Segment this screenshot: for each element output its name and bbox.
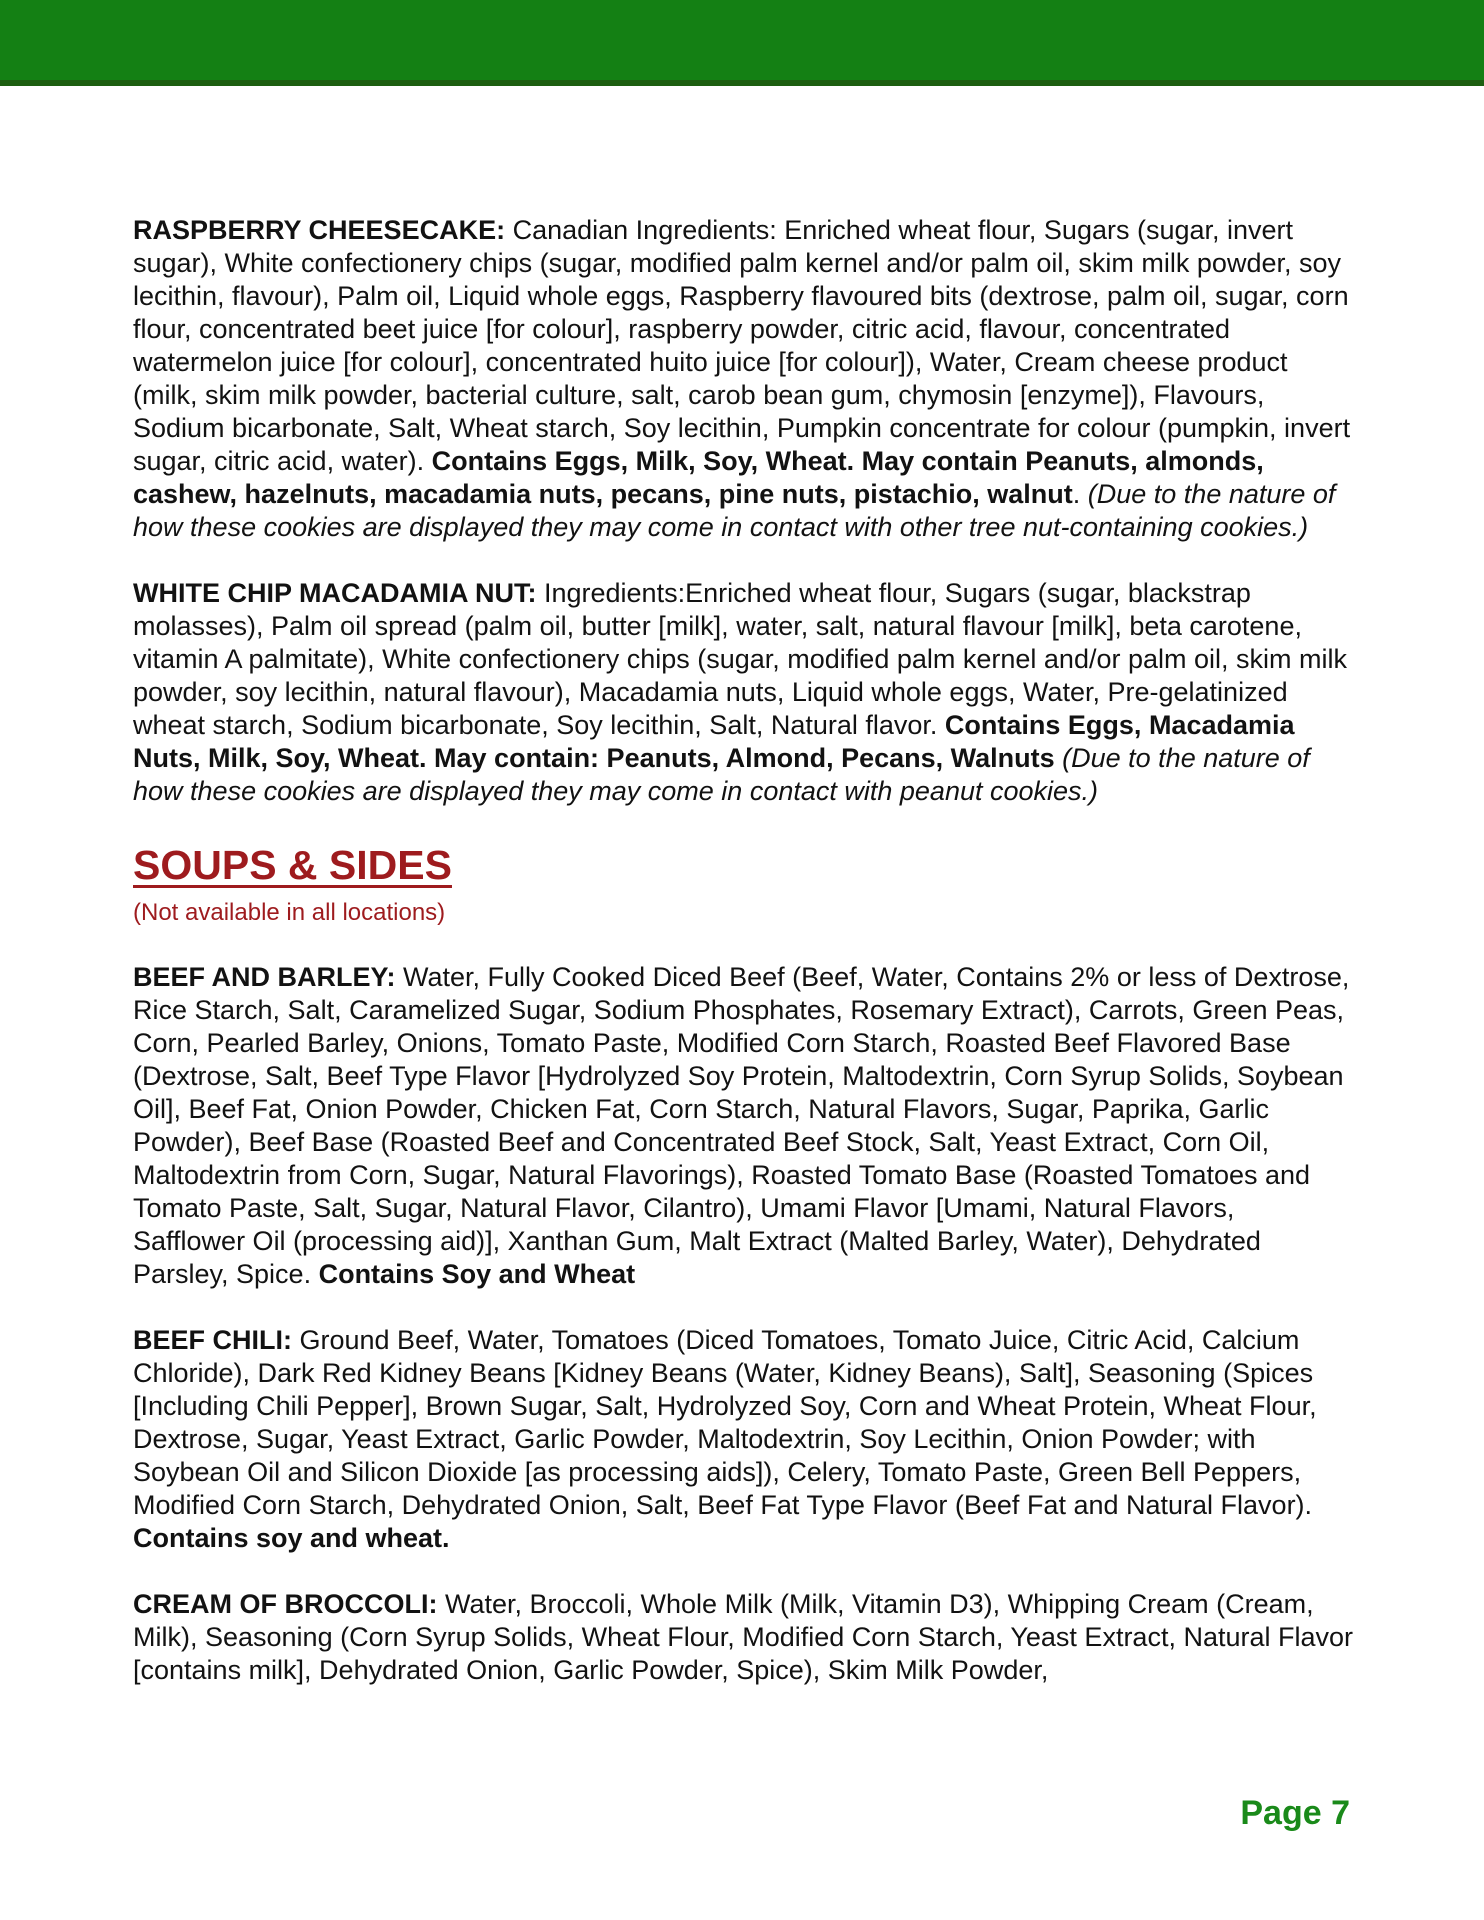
section-title-soups-and-sides: SOUPS & SIDES [133,842,452,888]
text-run-bold: BEEF CHILI: [133,1325,292,1355]
text-run-bold: Contains Eggs, Macadamia Nuts, Milk, Soy, Wheat. May contain: Peanuts, Almond, Pecans, Walnuts [133,710,1295,773]
text-run-bold: CREAM OF BROCCOLI: [133,1589,438,1619]
paragraph-cream-of-broccoli [133,1588,1353,1687]
text-run-normal: Water, Broccoli, Whole Milk (Milk, Vitamin D3), Whipping Cream (Cream, Milk), Seasoning (Corn Syrup Solids, Wheat Flour, Modified Corn Starch, Yeast Extract, Natural Flavor [contains milk], Dehydrated Onion, Garlic Powder, Spice), Skim Milk Powder, [133,1589,1354,1685]
paragraph-white-chip-macadamia-nut [133,577,1353,808]
text-run-bold: Contains Eggs, Milk, Soy, Wheat. May contain Peanuts, almonds, cashew, hazelnuts, macadamia nuts, pecans, pine nuts, pistachio, walnut [133,446,1264,509]
paragraph-raspberry-cheesecake [133,214,1353,544]
text-run-bold: Contains Soy and Wheat [318,1259,636,1289]
page-number: Page 7 [1240,1794,1350,1832]
text-run-normal: Canadian Ingredients: Enriched wheat flour, Sugars (sugar, invert sugar), White confectionery chips (sugar, modified palm kernel and/or palm oil, skim milk powder, soy lecithin, flavour), Palm oil, Liquid whole eggs, Raspberry flavoured bits (dextrose, palm oil, sugar, corn flour, concentrated beet juice [for colour], raspberry powder, citric acid, flavour, concentrated watermelon juice [for colour], concentrated huito juice [for colour]), Water, Cream cheese product (milk, skim milk powder, bacterial culture, salt, carob bean gum, chymosin [enzyme]), Flavours, Sodium bicarbonate, Salt, Wheat starch, Soy lecithin, Pumpkin concentrate for colour (pumpkin, invert sugar, citric acid, water). [133,215,1351,476]
header-bar [0,0,1484,86]
text-run-italic: (Due to the nature of how these cookies are displayed they may come in contact with other tree nut-containing cookies.) [133,479,1336,542]
text-run-normal: Ingredients:Enriched wheat flour, Sugars (sugar, blackstrap molasses), Palm oil spread (palm oil, butter [milk], water, salt, natural flavour [milk], beta carotene, vitamin A palmitate), White confectionery chips (sugar, modified palm kernel and/or palm oil, skim milk powder, soy lecithin, natural flavour), Macadamia nuts, Liquid whole eggs, Water, Pre-gelatinized wheat starch, Sodium bicarbonate, Soy lecithin, Salt, Natural flavor. [133,578,1347,740]
section-subtitle-availability-note: (Not available in all locations) [133,899,446,926]
text-run-bold: RASPBERRY CHEESECAKE: [133,215,506,245]
text-run-italic: (Due to the nature of how these cookies are displayed they may come in contact with peanut cookies.) [133,743,1310,806]
text-run-bold: WHITE CHIP MACADAMIA NUT: [133,578,537,608]
page-footer [1240,1794,1350,1833]
text-run-normal: Ground Beef, Water, Tomatoes (Diced Tomatoes, Tomato Juice, Citric Acid, Calcium Chloride), Dark Red Kidney Beans [Kidney Beans (Water, Kidney Beans), Salt], Seasoning (Spices [Including Chili Pepper], Brown Sugar, Salt, Hydrolyzed Soy, Corn and Wheat Protein, Wheat Flour, Dextrose, Sugar, Yeast Extract, Garlic Powder, Maltodextrin, Soy Lecithin, Onion Powder; with Soybean Oil and Silicon Dioxide [as processing aids]), Celery, Tomato Paste, Green Bell Peppers, Modified Corn Starch, Dehydrated Onion, Salt, Beef Fat Type Flavor (Beef Fat and Natural Flavor). [133,1325,1317,1520]
text-run-bold: Contains soy and wheat. [133,1523,450,1553]
paragraph-beef-chili [133,1324,1353,1555]
paragraph-beef-and-barley [133,961,1353,1291]
document-content [0,86,1484,1687]
text-run-bold: BEEF AND BARLEY: [133,962,396,992]
text-run-normal: Water, Fully Cooked Diced Beef (Beef, Water, Contains 2% or less of Dextrose, Rice Starch, Salt, Caramelized Sugar, Sodium Phosphates, Rosemary Extract), Carrots, Green Peas, Corn, Pearled Barley, Onions, Tomato Paste, Modified Corn Starch, Roasted Beef Flavored Base (Dextrose, Salt, Beef Type Flavor [Hydrolyzed Soy Protein, Maltodextrin, Corn Syrup Solids, Soybean Oil], Beef Fat, Onion Powder, Chicken Fat, Corn Starch, Natural Flavors, Sugar, Paprika, Garlic Powder), Beef Base (Roasted Beef and Concentrated Beef Stock, Salt, Yeast Extract, Corn Oil, Maltodextrin from Corn, Sugar, Natural Flavorings), Roasted Tomato Base (Roasted Tomatoes and Tomato Paste, Salt, Sugar, Natural Flavor, Cilantro), Umami Flavor [Umami, Natural Flavors, Safflower Oil (processing aid)], Xanthan Gum, Malt Extract (Malted Barley, Water), Dehydrated Parsley, Spice. [133,962,1350,1289]
text-run-normal: . [1072,479,1088,509]
